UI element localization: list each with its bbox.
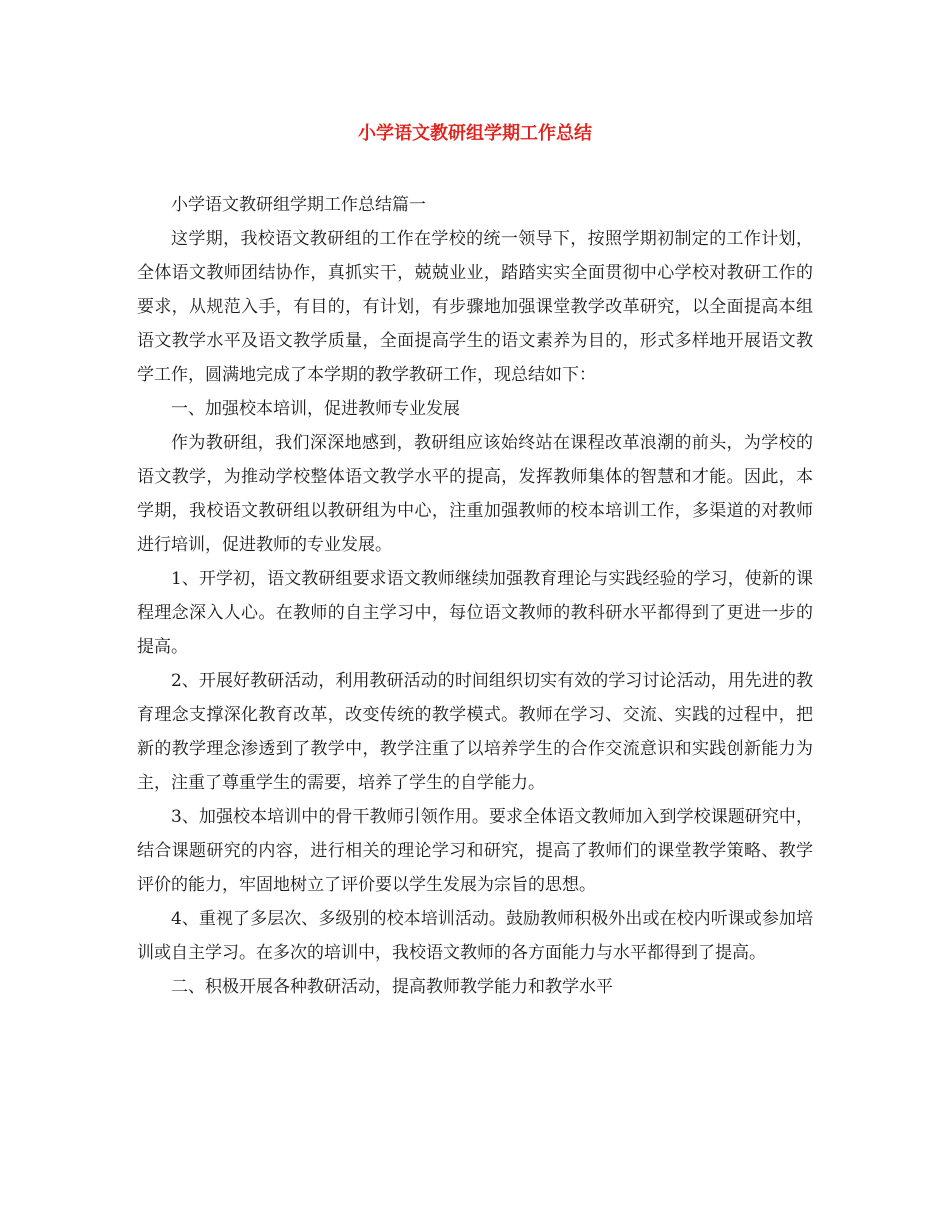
paragraph: 这学期，我校语文教研组的工作在学校的统一领导下，按照学期初制定的工作计划，全体语文教师团结协作，真抓实干，兢兢业业，踏踏实实全面贯彻中心学校对教研工作的要求，从规范入手，有目的，有计划，有步骤地加强课堂教学改革研究，以全面提高本组语文教学水平及语文教学质量，全面提高学生的语文素养为目的，形式多样地开展语文教学工作，圆满地完成了本学期的教学教研工作，现总结如下：	[137, 229, 813, 385]
paragraph: 4、重视了多层次、多级别的校本培训活动。鼓励教师积极外出或在校内听课或参加培训或自主学习。在多次的培训中，我校语文教师的各方面能力与水平都得到了提高。	[137, 909, 813, 963]
section-heading: 一、加强校本培训，促进教师专业发展	[171, 399, 460, 419]
paragraph: 作为教研组，我们深深地感到，教研组应该始终站在课程改革浪潮的前头，为学校的语文教学，为推动学校整体语文教学水平的提高，发挥教师集体的智慧和才能。因此，本学期，我校语文教研组以教研组为中心，注重加强教师的校本培训工作，多渠道的对教师进行培训，促进教师的专业发展。	[137, 433, 813, 555]
paragraph: 1、开学初，语文教研组要求语文教师继续加强教育理论与实践经验的学习，使新的课程理念深入人心。在教师的自主学习中，每位语文教师的教科研水平都得到了更进一步的提高。	[137, 569, 813, 657]
section-heading: 二、积极开展各种教研活动，提高教师教学能力和教学水平	[171, 977, 613, 997]
paragraph: 3、加强校本培训中的骨干教师引领作用。要求全体语文教师加入到学校课题研究中，结合课题研究的内容，进行相关的理论学习和研究，提高了教师们的课堂教学策略、教学评价的能力，牢固地树立了评价要以学生发展为宗旨的思想。	[137, 807, 813, 895]
section-heading: 小学语文教研组学期工作总结篇一	[171, 195, 426, 215]
document-title: 小学语文教研组学期工作总结	[358, 123, 592, 144]
paragraph: 2、开展好教研活动，利用教研活动的时间组织切实有效的学习讨论活动，用先进的教育理念支撑深化教育改革，改变传统的教学模式。教师在学习、交流、实践的过程中，把新的教学理念渗透到了教学中，教学注重了以培养学生的合作交流意识和实践创新能力为主，注重了尊重学生的需要，培养了学生的自学能力。	[137, 671, 813, 793]
document-body	[137, 188, 813, 1004]
